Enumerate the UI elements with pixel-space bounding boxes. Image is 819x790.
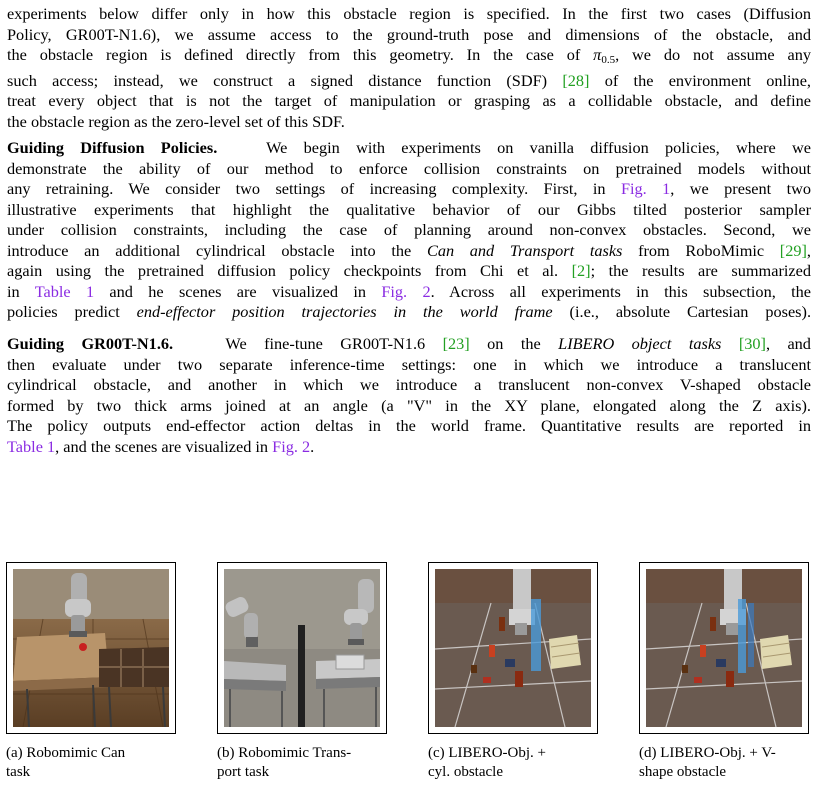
caption-a: (a) Robomimic Can task — [6, 745, 126, 780]
text-line: in Table 1 and he scenes are visualized in Fig. 2. Across all experiments in this subsection, the — [7, 281, 812, 301]
figure-robomimic-transport — [217, 562, 387, 734]
paragraph-gr00t — [7, 334, 811, 457]
text-line: experiments below differ only in how this obstacle region is specified. In the first two cases (Diffusion — [7, 4, 811, 23]
text-line: illustrative experiments that highlight the qualitative behavior of our Gibbs tilted posterior sampler — [7, 199, 811, 219]
figure-link[interactable]: Fig. 2 — [272, 436, 311, 456]
libero-v-shape-image — [646, 569, 802, 727]
figure-link[interactable]: Fig. 2 — [381, 281, 431, 301]
figure-link[interactable]: Fig. 1 — [620, 179, 671, 198]
citation-link[interactable]: [30] — [738, 334, 766, 353]
text-line: formed by two thick arms joined at an angle (a "V" in the XY plane, elongated along the Z axis). — [7, 395, 811, 415]
text-line: the obstacle region as the zero-level set of this SDF. — [7, 111, 345, 131]
text-line: under collision constraints, including the case of planning around non-convex obstacles. Second, we — [7, 220, 811, 239]
paragraph-diffusion-policies — [7, 138, 811, 323]
libero-cylinder-image — [435, 569, 591, 727]
table-link[interactable]: Table 1 — [7, 436, 56, 456]
text-line: any retraining. We consider two settings of increasing complexity. First, in Fig. 1, we present two — [7, 179, 811, 198]
robomimic-can-image — [13, 569, 169, 727]
text-line: again using the pretrained diffusion policy checkpoints from Chi et al. [2]; the results are summarized — [7, 261, 811, 280]
text-line: treat every object that is not the target of manipulation or grasping as a collidable obstacle, and define — [7, 91, 811, 110]
text-line: demonstrate the ability of our method to enforce collision constraints on pretrained models without — [7, 158, 811, 178]
table-link[interactable]: Table 1 — [34, 281, 95, 301]
text-line: Table 1, and the scenes are visualized in Fig. 2. — [7, 436, 315, 456]
robomimic-transport-image — [224, 569, 380, 727]
section-heading: Guiding Diffusion Policies. — [7, 138, 218, 157]
citation-link[interactable]: [23] — [442, 334, 470, 353]
text-line: Guiding Diffusion Policies. We begin with experiments on vanilla diffusion policies, where we — [7, 138, 811, 157]
text-line: policies predict end-effector position trajectories in the world frame (i.e., absolute Cartesian poses). — [7, 302, 812, 321]
citation-link[interactable]: [28] — [562, 70, 590, 90]
figure-robomimic-can — [6, 562, 176, 734]
caption-b: (b) Robomimic Trans- port task — [217, 745, 352, 780]
text-line: cylindrical obstacle, and another in which we introduce a translucent non-convex V-shaped obstacle — [7, 375, 811, 394]
section-heading: Guiding GR00T-N1.6. — [7, 334, 174, 353]
text-line: introduce an additional cylindrical obstacle into the Can and Transport tasks from RoboMimic [29], — [7, 240, 811, 260]
figure-libero-cylinder — [428, 562, 598, 734]
text-line: Policy, GR00T-N1.6), we assume access to the ground-truth pose and dimensions of the obstacle, and — [7, 24, 811, 44]
figure-libero-v-shape — [639, 562, 809, 734]
text-line: then evaluate under two separate inference-time settings: one in which we introduce a translucent — [7, 354, 811, 374]
citation-link[interactable]: [29] — [779, 240, 807, 260]
caption-d: (d) LIBERO-Obj. + V- shape obstacle — [639, 745, 776, 780]
text-line: the obstacle region is defined directly from this geometry. In the case of $\pi_{0.5}$, we do not assume any — [7, 45, 811, 66]
text-line: such access; instead, we construct a signed distance function (SDF) [28] of the environment online, — [7, 70, 811, 90]
text-line: The policy outputs end-effector action deltas in the world frame. Quantitative results are reported in — [7, 416, 811, 435]
paragraph-obstacle-region — [7, 4, 811, 132]
caption-c: (c) LIBERO-Obj. + cyl. obstacle — [428, 745, 547, 780]
text-line: Guiding GR00T-N1.6. We fine-tune GR00T-N1.6 [23] on the LIBERO object tasks [30], and — [7, 334, 811, 353]
citation-link[interactable]: [2] — [571, 261, 591, 280]
